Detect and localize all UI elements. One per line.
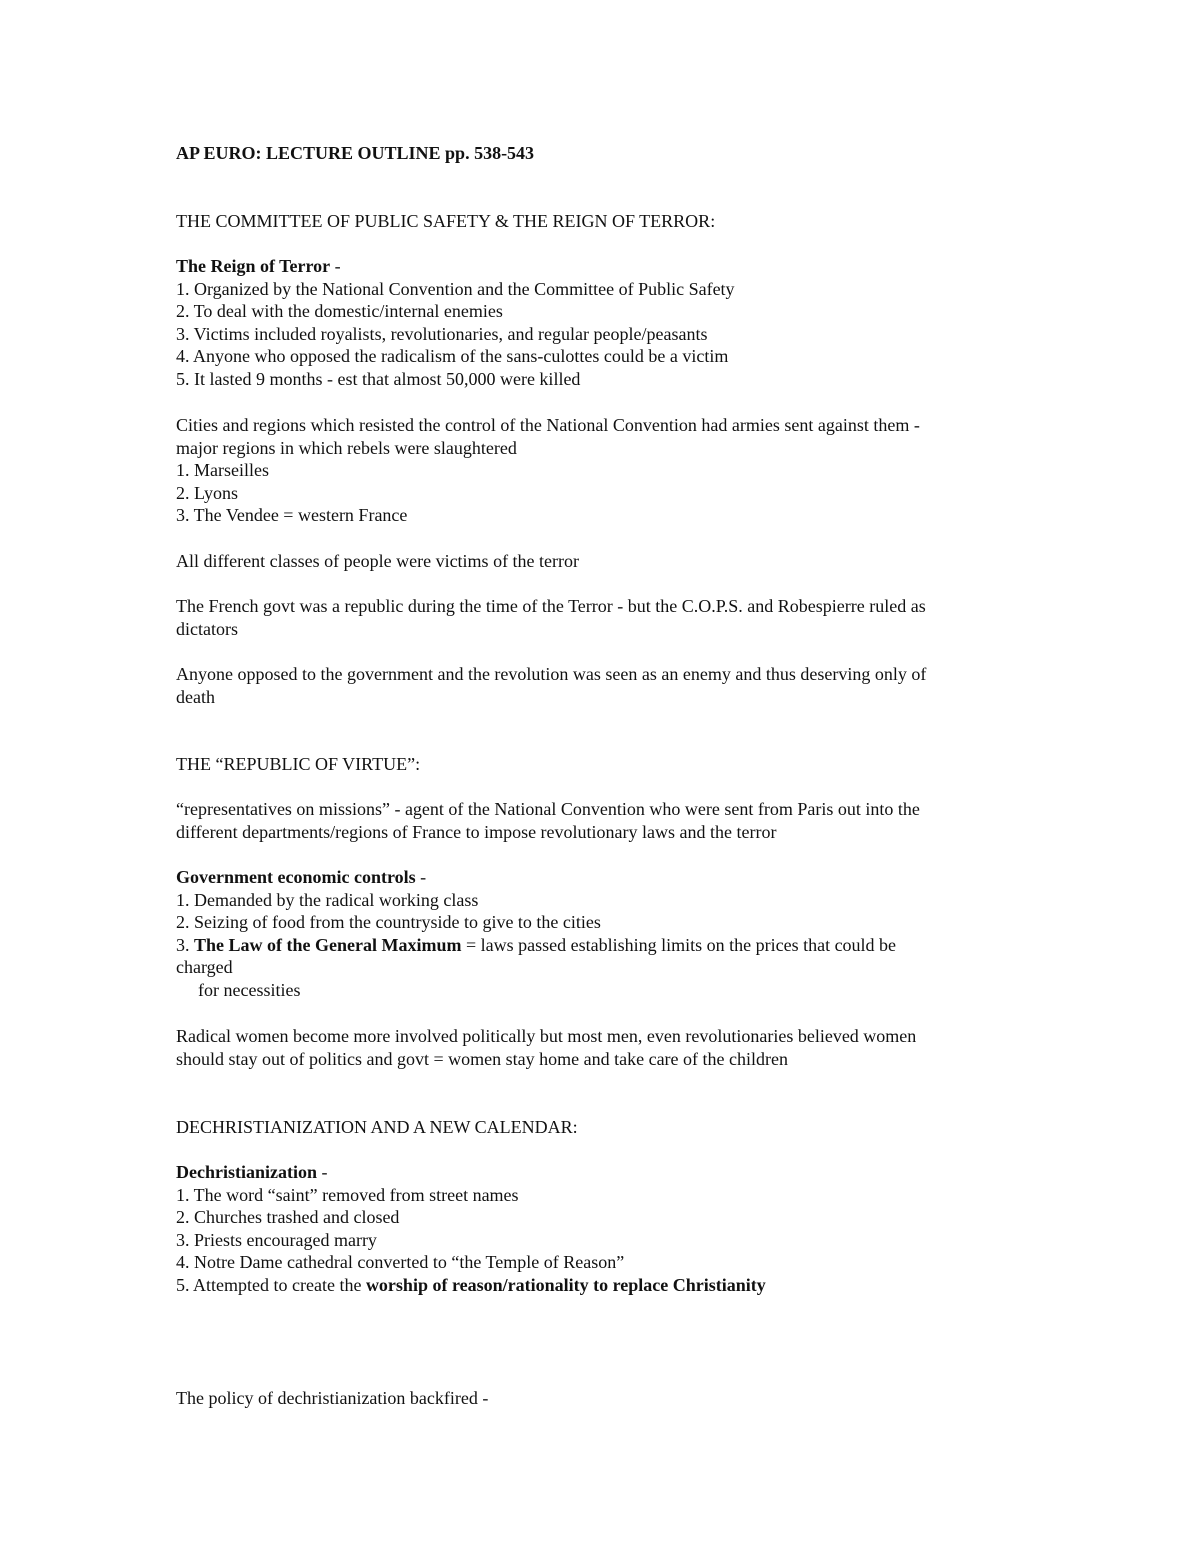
- economic-controls-block: [176, 866, 1026, 1002]
- paragraph-line: death: [176, 686, 215, 707]
- section-dechrist-heading-block: [176, 1116, 1026, 1139]
- section-heading: THE “REPUBLIC OF VIRTUE”:: [176, 754, 421, 774]
- law-general-maximum: The Law of the General Maximum: [194, 934, 462, 955]
- representatives-block: [176, 798, 1026, 843]
- econ-dash: -: [415, 867, 427, 887]
- classes-block: [176, 550, 1026, 573]
- paragraph-line: Cities and regions which resisted the control of the National Convention had armies sent against them -: [176, 415, 920, 435]
- paragraph-line: major regions in which rebels were slaughtered: [176, 437, 517, 458]
- republic-block: [176, 595, 1026, 640]
- paragraph-line: dictators: [176, 618, 238, 639]
- cities-block: [176, 414, 1026, 527]
- list-item-number: 3.: [176, 934, 194, 955]
- paragraph-line: “representatives on missions” - agent of the National Convention who were sent from Paris out into the: [176, 799, 920, 819]
- paragraph-line: should stay out of politics and govt = women stay home and take care of the children: [176, 1048, 788, 1069]
- list-item: 5. It lasted 9 months - est that almost 50,000 were killed: [176, 368, 581, 389]
- list-item: 3. Priests encouraged marry: [176, 1229, 377, 1250]
- list-item: [176, 1274, 1026, 1297]
- list-item-text: = laws passed establishing limits on the prices that could be: [461, 934, 897, 955]
- paragraph-line: Radical women become more involved politically but most men, even revolutionaries believed women: [176, 1026, 917, 1046]
- worship-of-reason: worship of reason/rationality to replace Christianity: [365, 1274, 766, 1295]
- list-item-text: 5. Attempted to create the: [176, 1274, 366, 1295]
- reign-of-terror-block: [176, 255, 1026, 391]
- document-title: AP EURO: LECTURE OUTLINE pp. 538-543: [176, 143, 535, 163]
- list-item: [176, 934, 1026, 957]
- list-item: 1. Marseilles: [176, 460, 269, 481]
- opposed-block: [176, 663, 1026, 708]
- paragraph-line: different departments/regions of France to impose revolutionary laws and the terror: [176, 821, 777, 842]
- list-item: 4. Notre Dame cathedral converted to “the Temple of Reason”: [176, 1252, 625, 1273]
- list-item: 1. Demanded by the radical working class: [176, 889, 479, 910]
- reign-dash: -: [330, 256, 341, 276]
- paragraph-line: All different classes of people were victims of the terror: [176, 551, 580, 571]
- section-terror-heading-block: [176, 210, 1026, 233]
- econ-heading-line: [176, 866, 1026, 889]
- list-item: 2. To deal with the domestic/internal enemies: [176, 301, 503, 322]
- list-item: 2. Seizing of food from the countryside to give to the cities: [176, 912, 601, 933]
- econ-heading: Government economic controls: [176, 867, 416, 887]
- document-title-block: [176, 142, 1026, 165]
- section-heading: THE COMMITTEE OF PUBLIC SAFETY & THE REIGN OF TERROR:: [176, 211, 716, 231]
- paragraph-line: Anyone opposed to the government and the revolution was seen as an enemy and thus deserving only of: [176, 664, 927, 684]
- list-item: 1. Organized by the National Convention and the Committee of Public Safety: [176, 278, 735, 299]
- list-item: 3. The Vendee = western France: [176, 505, 408, 526]
- section-heading: DECHRISTIANIZATION AND A NEW CALENDAR:: [176, 1117, 578, 1137]
- policy-block: [176, 1387, 1026, 1410]
- list-item: 2. Lyons: [176, 482, 239, 503]
- reign-heading: The Reign of Terror: [176, 256, 331, 276]
- list-item: 2. Churches trashed and closed: [176, 1207, 400, 1228]
- dechristianization-block: [176, 1161, 1026, 1297]
- paragraph-line: The policy of dechristianization backfired -: [176, 1388, 489, 1408]
- dechrist-heading: Dechristianization: [176, 1162, 317, 1182]
- paragraph-line: The French govt was a republic during the time of the Terror - but the C.O.P.S. and Robespierre ruled as: [176, 596, 926, 616]
- list-item: 1. The word “saint” removed from street names: [176, 1184, 519, 1205]
- dechrist-heading-line: [176, 1161, 1026, 1184]
- list-item: 4. Anyone who opposed the radicalism of the sans-culottes could be a victim: [176, 346, 729, 367]
- list-item: 3. Victims included royalists, revolutionaries, and regular people/peasants: [176, 323, 708, 344]
- section-virtue-heading-block: [176, 753, 1026, 776]
- list-item-continuation: for necessities: [198, 979, 301, 1000]
- women-block: [176, 1025, 1026, 1070]
- list-item-continuation: charged: [176, 957, 233, 978]
- reign-heading-line: [176, 255, 1026, 278]
- dechrist-dash: -: [317, 1162, 328, 1182]
